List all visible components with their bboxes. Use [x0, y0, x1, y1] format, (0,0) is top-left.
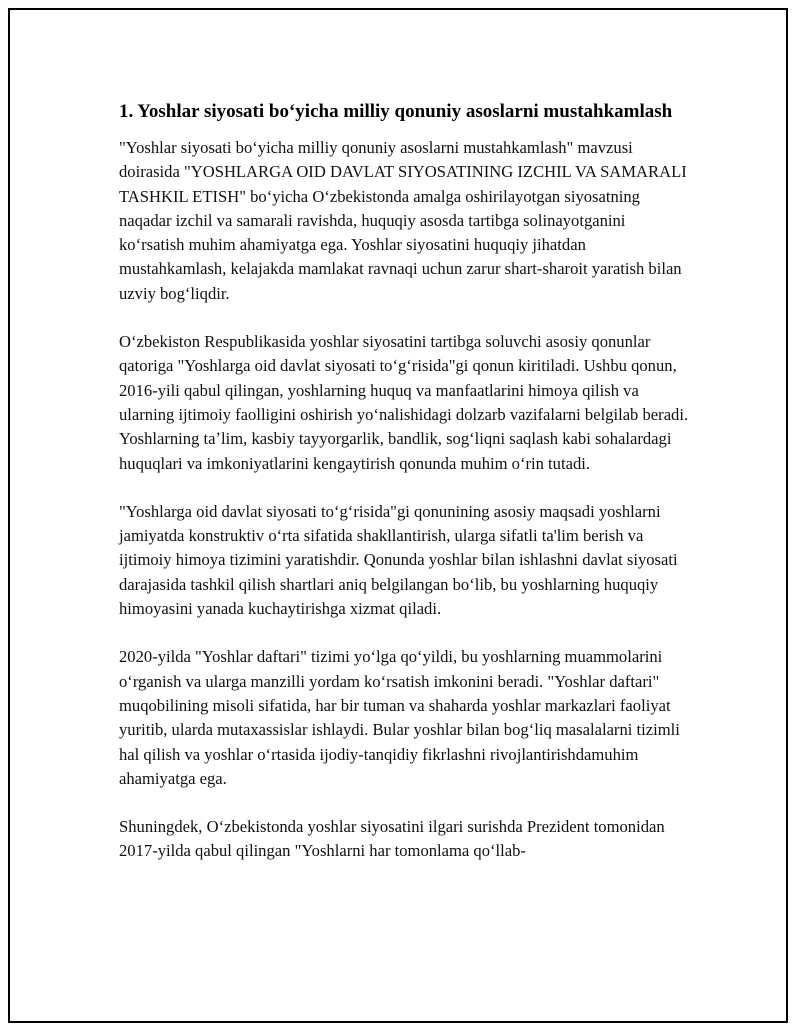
document-body: [119, 98, 689, 864]
paragraph-3: "Yoshlarga oid davlat siyosati toʻgʻrisida"gi qonunining asosiy maqsadi yoshlarni jamiyatda konstruktiv oʻrta sifatida shakllantirish, ularga sifatli ta'lim berish va ijtimoiy himoya tizimini yaratishdir. Qonunda yoshlar bilan ishlashni davlat siyosati darajasida tashkil qilish shartlari aniq belgilangan boʻlib, bu yoshlarning huquqiy himoyasini yanada kuchaytirishga xizmat qiladi.: [119, 501, 678, 619]
paragraph-4: 2020-yilda "Yoshlar daftari" tizimi yoʻlga qoʻyildi, bu yoshlarning muammolarini oʻrganish va ularga manzilli yordam koʻrsatish imkonini beradi. "Yoshlar daftari" muqobilining misoli sifatida, har bir tuman va shaharda yoshlar markazlari faoliyat yuritib, ularda mutaxassislar ishlaydi. Bular yoshlar bilan bogʻliq masalalarni tizimli hal qilish va yoshlar oʻrtasida ijodiy-tanqidiy fikrlashni rivojlantirishdamuhim ahamiyatga ega.: [119, 647, 680, 788]
paragraph-2: Oʻzbekiston Respublikasida yoshlar siyosatini tartibga soluvchi asosiy qonunlar qatoriga "Yoshlarga oid davlat siyosati toʻgʻrisida"gi qonun kiritiladi. Ushbu qonun, 2016-yili qabul qilingan, yoshlarning huquq va manfaatlarini himoya qilish va ularning ijtimoiy faolligini oshirish yoʻnalishidagi dolzarb vazifalarni belgilab beradi. Yoshlarning taʼlim, kasbiy tayyorgarlik, bandlik, sogʻliqni saqlash kabi sohalardagi huquqlari va imkoniyatlarini kengaytirish qonunda muhim oʻrin tutadi.: [119, 332, 689, 473]
page-frame: [8, 8, 788, 1023]
paragraph-1: "Yoshlar siyosati boʻyicha milliy qonuniy asoslarni mustahkamlash" mavzusi doirasida "YOSHLARGA OID DAVLAT SIYOSATINING IZCHIL VA SAMARALI TASHKIL ETISH" boʻyicha Oʻzbekistonda amalga oshirilayotgan siyosatning naqadar izchil va samarali ravishda, huquqiy asosda tartibga solinayotganini koʻrsatish muhim ahamiyatga ega. Yoshlar siyosatini huquqiy jihatdan mustahkamlash, kelajakda mamlakat ravnaqi uchun zarur shart-sharoit yaratish bilan uzviy bogʻliqdir.: [119, 138, 687, 303]
section-heading: 1. Yoshlar siyosati boʻyicha milliy qonuniy asoslarni mustahkamlash: [119, 101, 673, 122]
paragraph-5: Shuningdek, Oʻzbekistonda yoshlar siyosatini ilgari surishda Prezident tomonidan 2017-yilda qabul qilingan "Yoshlarni har tomonlama qoʻllab-: [119, 817, 665, 861]
